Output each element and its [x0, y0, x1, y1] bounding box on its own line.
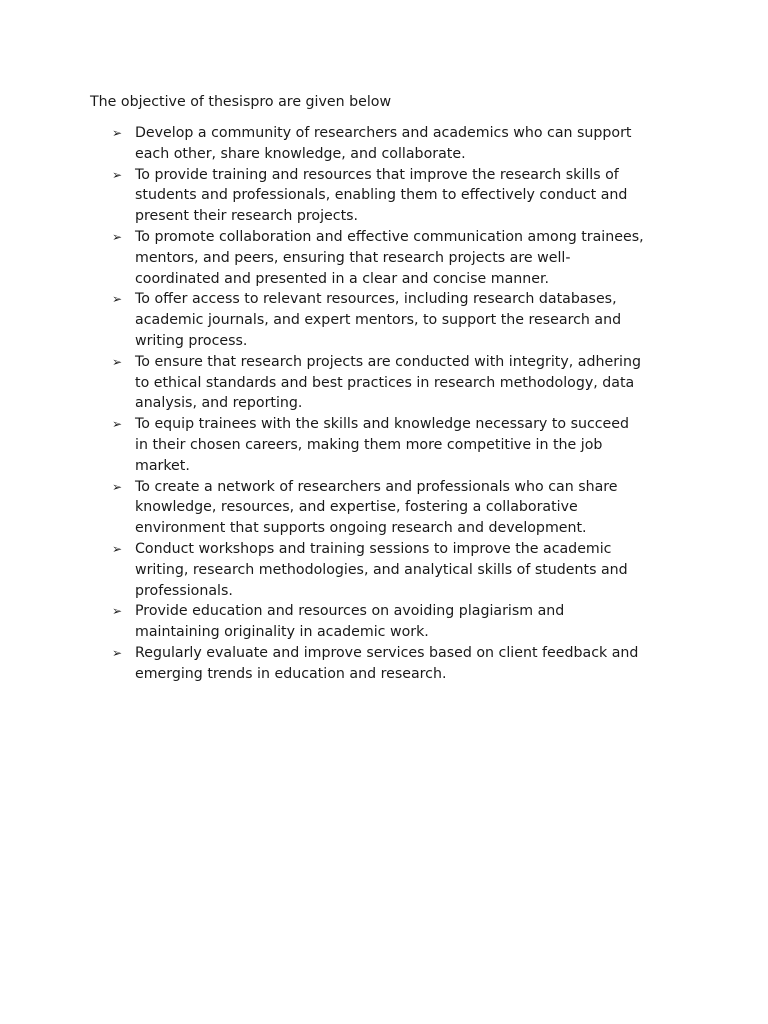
intro-text: The objective of thesispro are given below [90, 94, 392, 110]
objective-line: To provide training and resources that improve the research skills of [135, 166, 619, 183]
objective-line: analysis, and reporting. [135, 395, 303, 412]
objective-line: each other, share knowledge, and collaborate. [135, 145, 466, 162]
objective-line: Develop a community of researchers and academics who can support [135, 125, 632, 141]
objective-line: knowledge, resources, and expertise, fostering a collaborative [135, 499, 578, 516]
objective-line: Provide education and resources on avoiding plagiarism and [135, 603, 565, 620]
arrowhead-bullet-icon: ➢ [112, 167, 123, 182]
list-item [112, 539, 684, 601]
objective-line: coordinated and presented in a clear and concise manner. [135, 270, 550, 287]
list-item [112, 227, 684, 289]
objective-line: to ethical standards and best practices in research methodology, data [135, 374, 635, 391]
objective-line: To equip trainees with the skills and knowledge necessary to succeed [135, 416, 630, 433]
arrowhead-bullet-icon: ➢ [112, 292, 123, 307]
objective-line: in their chosen careers, making them more competitive in the job [135, 436, 603, 453]
list-item [112, 643, 684, 685]
objective-text [135, 352, 684, 414]
objective-line: To offer access to relevant resources, including research databases, [135, 291, 617, 308]
arrowhead-bullet-icon: ➢ [112, 126, 123, 140]
arrowhead-bullet-icon: ➢ [112, 479, 123, 494]
arrowhead-bullet-icon: ➢ [112, 541, 123, 556]
arrowhead-bullet-icon: ➢ [112, 645, 123, 660]
objective-line: professionals. [135, 582, 233, 599]
arrowhead-bullet-icon: ➢ [112, 354, 123, 369]
objective-text [135, 539, 684, 601]
objective-line: writing, research methodologies, and analytical skills of students and [135, 561, 628, 578]
objective-text [135, 601, 684, 643]
objective-line: maintaining originality in academic work. [135, 624, 429, 641]
objective-line: Conduct workshops and training sessions to improve the academic [135, 540, 612, 557]
list-item [112, 601, 684, 643]
list-item [112, 352, 684, 414]
objective-text [135, 289, 684, 351]
objective-line: mentors, and peers, ensuring that research projects are well- [135, 249, 571, 266]
objective-line: To ensure that research projects are conducted with integrity, adhering [135, 353, 641, 370]
objective-text [135, 643, 684, 685]
objective-text [135, 227, 684, 289]
objective-line: environment that supports ongoing research and development. [135, 520, 587, 537]
list-item [112, 123, 684, 165]
objective-line: writing process. [135, 332, 248, 349]
objective-text [135, 477, 684, 539]
objective-line: emerging trends in education and research. [135, 665, 447, 682]
arrowhead-bullet-icon: ➢ [112, 229, 123, 244]
list-item [112, 477, 684, 539]
list-item [112, 289, 684, 351]
objective-line: To promote collaboration and effective communication among trainees, [135, 228, 644, 245]
list-item [112, 414, 684, 476]
objective-text [135, 414, 684, 476]
objective-line: present their research projects. [135, 208, 359, 225]
objective-line: market. [135, 457, 190, 474]
objective-line: Regularly evaluate and improve services based on client feedback and [135, 644, 639, 661]
objectives-list [112, 123, 684, 685]
list-item [112, 165, 684, 227]
objective-text [135, 165, 684, 227]
objective-line: students and professionals, enabling them to effectively conduct and [135, 187, 628, 204]
arrowhead-bullet-icon: ➢ [112, 604, 123, 619]
arrowhead-bullet-icon: ➢ [112, 417, 123, 432]
objective-text [135, 123, 684, 165]
objective-line: To create a network of researchers and professionals who can share [135, 478, 618, 495]
objective-line: academic journals, and expert mentors, to support the research and [135, 312, 622, 329]
